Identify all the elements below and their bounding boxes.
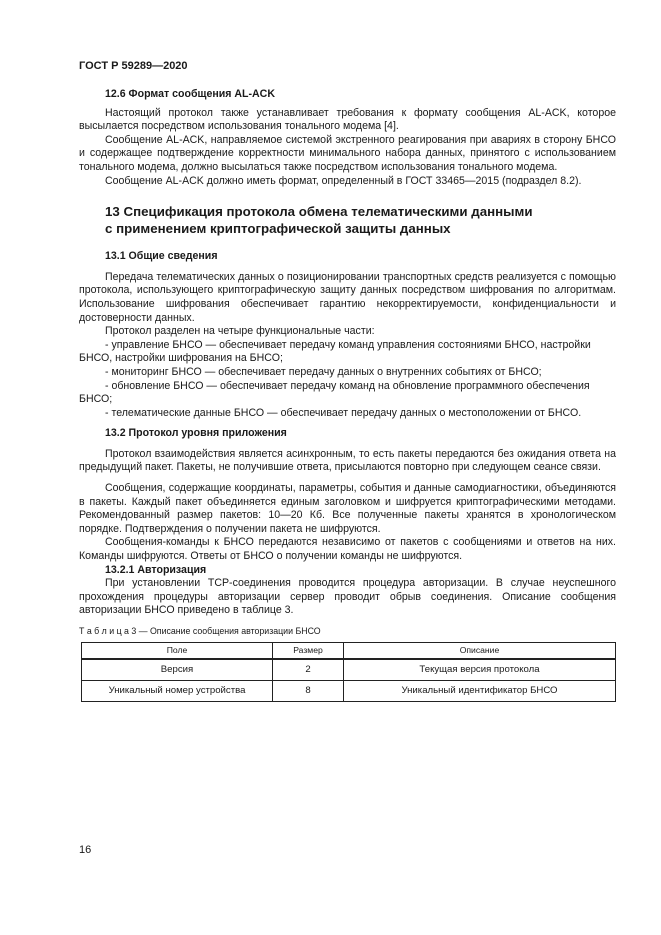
section-12-6-heading: 12.6 Формат сообщения AL-ACK <box>105 88 275 100</box>
table-header-row <box>82 643 616 660</box>
table-3 <box>81 642 616 702</box>
paragraph: Передача телематических данных о позиционировании транспортных средств реализуется с помощью протокола, использующего криптографическую защиту данных посредством шифрования по алгоритмам. Использование шифрования обеспечивает гарантию некорректируемости, конфиденциальности и достоверности данных. <box>79 270 616 324</box>
section-13-2-heading: 13.2 Протокол уровня приложения <box>105 427 287 440</box>
chapter-heading-line: с применением криптографической защиты данных <box>105 221 451 237</box>
paragraph: Сообщение AL-ACK, направляемое системой экстренного реагирования при авариях в сторону БНСО и содержащее подтверждение корректности минимального набора данных, принятого с использованием тонального модема, должно высылаться также посредством использования тонального модема. <box>79 133 616 173</box>
column-header: Поле <box>82 643 273 660</box>
list-item: - обновление БНСО — обеспечивает передачу команд на обновление программного обеспечения <box>105 379 590 392</box>
table-caption: Т а б л и ц а 3 — Описание сообщения авторизации БНСО <box>79 626 321 636</box>
table-cell: Уникальный номер устройства <box>82 681 273 702</box>
table-cell: Уникальный идентификатор БНСО <box>344 681 616 702</box>
list-item: - телематические данные БНСО — обеспечивает передачу данных о местоположении от БНСО. <box>105 406 582 419</box>
paragraph: При установлении TCP-соединения проводится процедура авторизации. В случае неуспешного прохождения процедуры авторизации сервер проводит обрыв соединения. Описание сообщения авторизации БНСО приведено в таблице 3. <box>79 577 616 617</box>
chapter-13-heading <box>105 203 616 237</box>
paragraph: Сообщение AL-ACK должно иметь формат, определенный в ГОСТ 33465—2015 (подраздел 8.2). <box>105 174 582 187</box>
list-item: - управление БНСО — обеспечивает передачу команд управления состояниями БНСО, настройки <box>105 338 591 351</box>
table-row <box>82 681 616 702</box>
paragraph: Сообщения, содержащие координаты, параметры, события и данные самодиагностики, объединяются в пакеты. Каждый пакет объединяется единым заголовком и шифруется криптографическими методами. Рекомендованный размер пакетов: 10—20 Кб. Все полученные пакеты хранятся в хронологическом порядке. Подтверждения о получении пакета не шифруются. <box>79 482 616 535</box>
page-header: ГОСТ Р 59289—2020 <box>79 60 188 72</box>
page-number: 16 <box>79 844 92 856</box>
table-cell: Текущая версия протокола <box>344 659 616 681</box>
paragraph: Протокол разделен на четыре функциональные части: <box>105 325 375 338</box>
section-13-1-heading: 13.1 Общие сведения <box>105 250 218 263</box>
column-header: Описание <box>344 643 616 660</box>
table-row <box>82 659 616 681</box>
column-header: Размер <box>273 643 344 660</box>
page-content <box>79 88 616 702</box>
table-cell: 2 <box>273 659 344 681</box>
list-item-continuation: БНСО, настройки шифрования на БНСО; <box>79 352 283 365</box>
table-cell: 8 <box>273 681 344 702</box>
section-13-2-1-heading: 13.2.1 Авторизация <box>105 563 207 576</box>
list-item: - мониторинг БНСО — обеспечивает передачу данных о внутренних событиях от БНСО; <box>105 365 542 378</box>
paragraph: Настоящий протокол также устанавливает требования к формату сообщения AL-ACK, которое высылается посредством использования тонального модема [4]. <box>79 106 616 133</box>
paragraph: Сообщения-команды к БНСО передаются независимо от пакетов с сообщениями и ответов на них. Команды шифруются. Ответы от БНСО о получении команды не шифруются. <box>79 536 616 563</box>
chapter-heading-line: 13 Спецификация протокола обмена телематическими данными <box>105 204 533 220</box>
table-cell: Версия <box>82 659 273 681</box>
list-item-continuation: БНСО; <box>79 393 113 406</box>
paragraph: Протокол взаимодействия является асинхронным, то есть пакеты передаются без ожидания ответа на предыдущий пакет. Пакеты, не получившие ответа, присылаются повторно при следующем сеансе связи. <box>79 447 616 474</box>
